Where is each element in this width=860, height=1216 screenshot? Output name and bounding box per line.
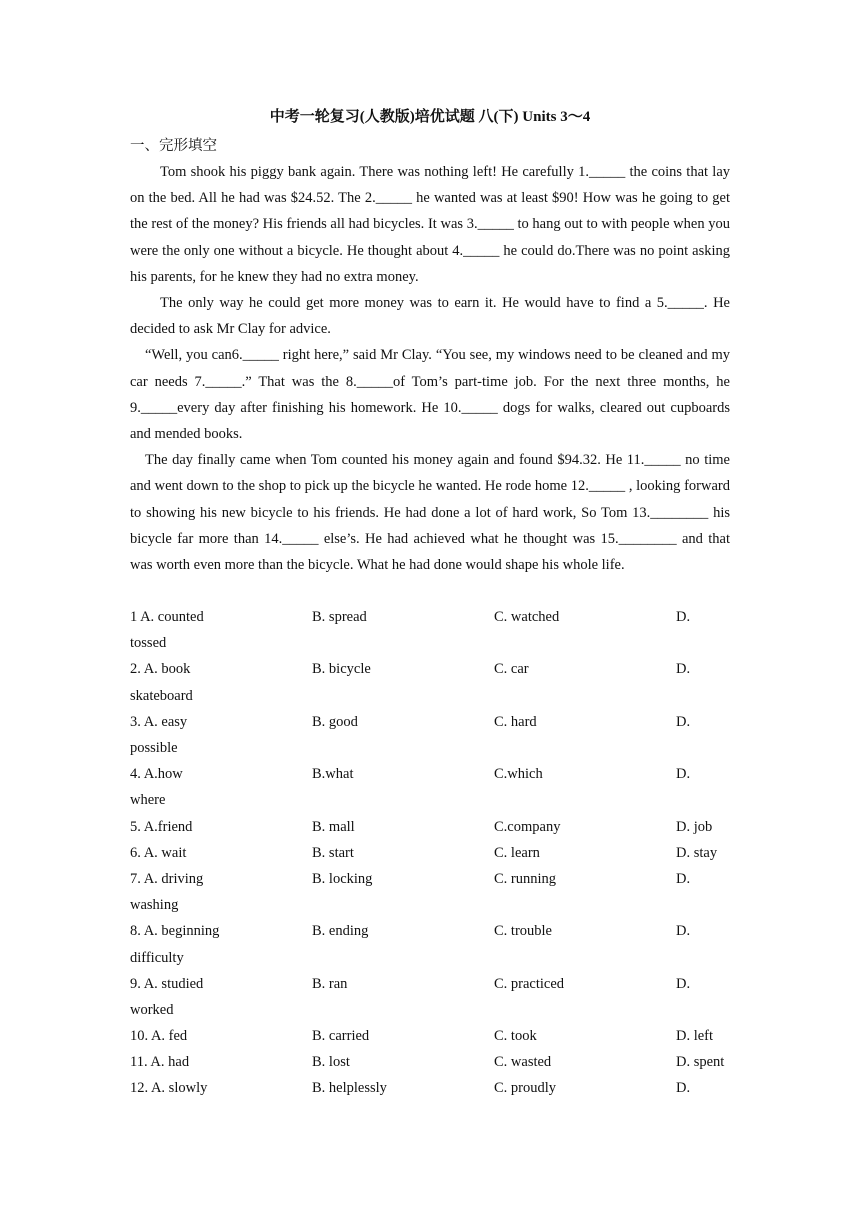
option-a: 2. A. book <box>130 661 191 678</box>
paragraph: The day finally came when Tom counted his money again and found $94.32. He 11._____ no time and went down to the shop to pick up the bicycle he wanted. He rode home 12._____ , looking forward to showing his new bicycle to his friends. He had done a lot of hard work, So Tom 13.________ his bicycle far more than 14._____ else’s. He had achieved what he thought was 15.________ and that was worth even more than the bicycle. What he had done would shape his whole life. <box>130 452 730 574</box>
option-b: B. start <box>312 844 354 861</box>
option-c: C. took <box>494 1028 537 1045</box>
question-options <box>130 971 730 1023</box>
question-options <box>130 761 730 813</box>
option-c: C. practiced <box>494 975 565 992</box>
option-b: B. carried <box>312 1028 370 1045</box>
option-c: C.which <box>494 766 543 783</box>
option-b: B. spread <box>312 609 367 625</box>
option-a: 10. A. fed <box>130 1028 188 1045</box>
option-d: D. <box>676 923 691 940</box>
question-options <box>130 709 730 761</box>
option-d: D. <box>676 870 691 887</box>
option-d-text: skateboard <box>130 687 193 704</box>
option-d: D. <box>676 975 691 992</box>
option-c: C. watched <box>494 609 560 625</box>
option-a: 9. A. studied <box>130 975 204 992</box>
option-d-text: where <box>130 792 166 809</box>
paragraph: “Well, you can6._____ right here,” said Mr Clay. “You see, my windows need to be cleaned and my car needs 7._____.” That was the 8._____of Tom’s part-time job. For the next three months, he 9._____every day after finishing his homework. He 10._____ dogs for walks, cleared out cupboards and mended books. <box>130 347 730 443</box>
question-options <box>130 840 730 866</box>
page-title: 中考一轮复习(人教版)培优试题 八(下) Units 3～4 <box>269 109 591 125</box>
option-b: B. helplessly <box>312 1080 387 1097</box>
option-a: 5. A.friend <box>130 818 193 835</box>
paragraph: Tom shook his piggy bank again. There was nothing left! He carefully 1._____ the coins that lay on the bed. All he had was $24.52. The 2._____ he wanted was at least $90! How was he going to get the rest of the money? His friends all had bicycles. It was 3._____ to hang out to with people when you were the only one without a bicycle. He thought about 4._____ he could do.There was no point asking his parents, for he knew they had no extra money. <box>130 164 730 285</box>
option-b: B. lost <box>312 1054 350 1071</box>
option-b: B. bicycle <box>312 661 371 678</box>
option-d: D. spent <box>676 1054 725 1071</box>
option-b: B. good <box>312 713 358 730</box>
question-options <box>130 1023 730 1049</box>
option-a: 11. A. had <box>130 1054 190 1071</box>
option-c: C.company <box>494 818 561 835</box>
option-b: B. locking <box>312 870 373 887</box>
option-d-text: possible <box>130 739 178 756</box>
option-c: C. proudly <box>494 1080 557 1097</box>
option-d-text: difficulty <box>130 949 184 966</box>
option-c: C. car <box>494 661 529 678</box>
option-d: D. <box>676 713 691 730</box>
option-c: C. running <box>494 870 557 887</box>
option-d: D. <box>676 609 691 625</box>
option-a: 4. A.how <box>130 766 183 783</box>
option-d-text: worked <box>130 1001 174 1018</box>
option-d-text: washing <box>130 897 179 914</box>
option-c: C. learn <box>494 844 540 861</box>
option-d: D. stay <box>676 844 718 861</box>
question-options <box>130 866 730 918</box>
question-options <box>130 1075 730 1101</box>
section-heading: 一、完形填空 <box>130 138 217 154</box>
option-c: C. wasted <box>494 1054 552 1071</box>
option-a: 7. A. driving <box>130 870 204 887</box>
cloze-passage <box>130 159 730 578</box>
option-b: B. ending <box>312 923 369 940</box>
question-options <box>130 918 730 970</box>
question-options <box>130 656 730 708</box>
option-a: 12. A. slowly <box>130 1080 208 1097</box>
option-d: D. job <box>676 818 713 835</box>
option-d: D. <box>676 661 691 678</box>
paragraph: The only way he could get more money was to earn it. He would have to find a 5._____. He decided to ask Mr Clay for advice. <box>130 295 730 338</box>
option-b: B. ran <box>312 975 348 992</box>
question-options <box>130 814 730 840</box>
option-a: 8. A. beginning <box>130 923 220 940</box>
option-a: 3. A. easy <box>130 713 188 730</box>
option-a: 1 A. counted <box>130 609 204 625</box>
option-d: D. <box>676 1080 691 1097</box>
option-b: B.what <box>312 766 354 783</box>
option-b: B. mall <box>312 818 355 835</box>
question-options <box>130 604 730 656</box>
option-d: D. <box>676 766 691 783</box>
option-c: C. hard <box>494 713 537 730</box>
option-d-text: tossed <box>130 635 167 652</box>
option-c: C. trouble <box>494 923 552 940</box>
answer-options <box>130 604 730 1102</box>
option-a: 6. A. wait <box>130 844 187 861</box>
option-d: D. left <box>676 1028 714 1045</box>
question-options <box>130 1049 730 1075</box>
